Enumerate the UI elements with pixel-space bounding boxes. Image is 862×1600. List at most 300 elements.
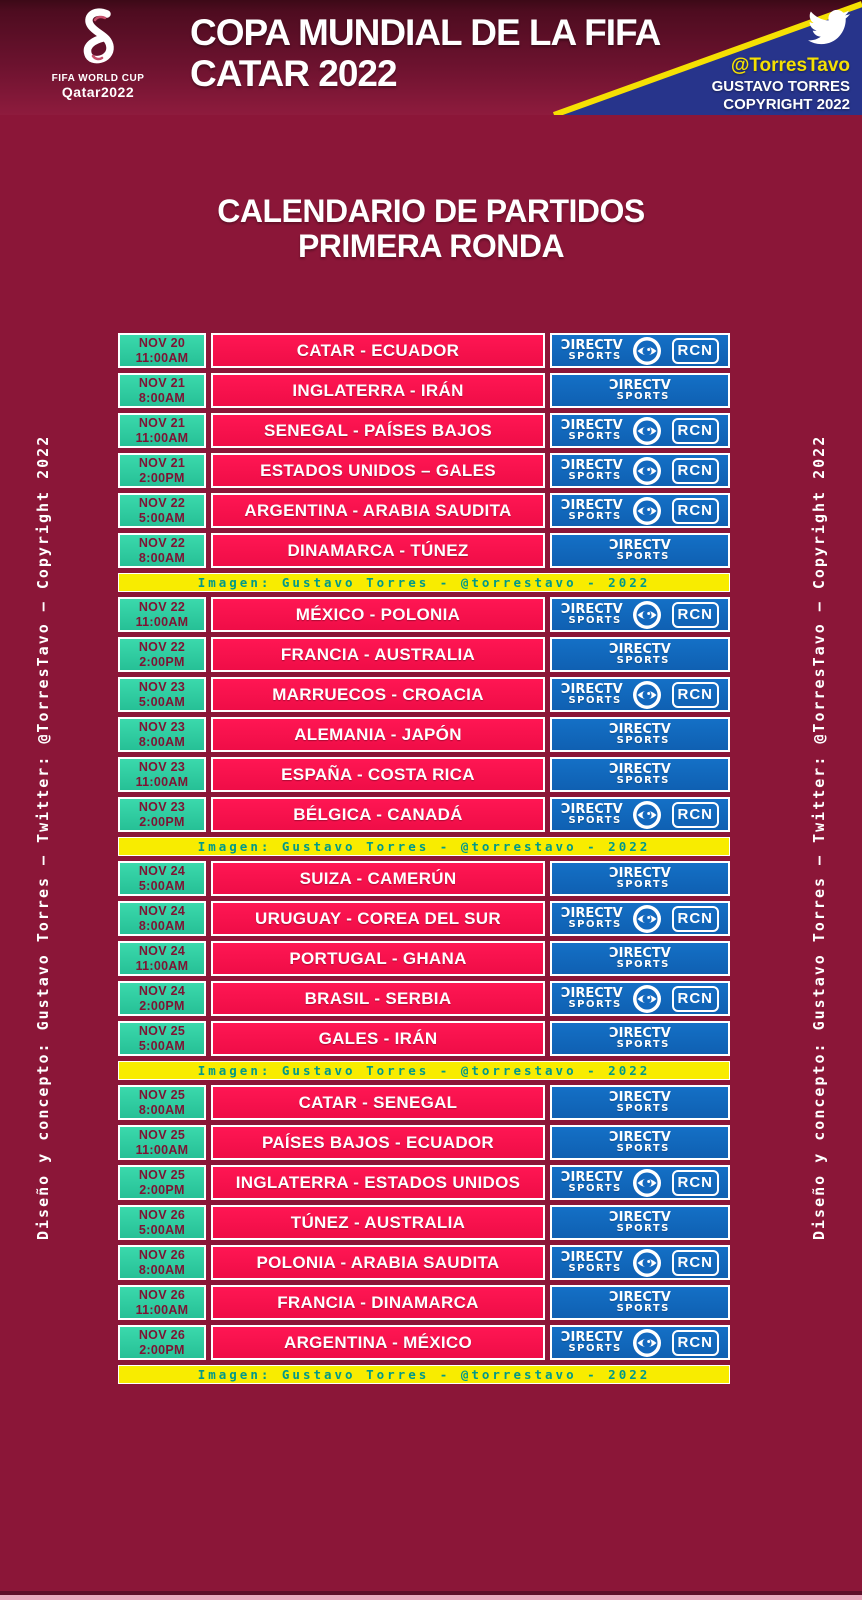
channels-cell [550, 637, 730, 672]
rcn-logo-text: RCN [677, 686, 713, 703]
match-row [118, 413, 730, 448]
match-cell [211, 413, 545, 448]
directv-sports-logo [609, 1211, 671, 1234]
caracol-tv-logo-icon [632, 800, 662, 830]
channels-cell [550, 333, 730, 368]
date-cell [118, 373, 206, 408]
match-row [118, 941, 730, 976]
match-teams: BRASIL - SERBIA [304, 988, 452, 1008]
directv-logo-text: ƆIRECTV [561, 802, 623, 817]
caracol-tv-logo-icon [632, 1248, 662, 1278]
date-cell [118, 757, 206, 792]
watermark-text: Imagen: Gustavo Torres - @torrestavo - 2022 [197, 1063, 651, 1078]
corner-credits [712, 6, 850, 114]
directv-sports-logo [561, 499, 623, 522]
directv-sports-logo [609, 1027, 671, 1050]
match-time: 11:00AM [135, 1302, 189, 1317]
author-name: GUSTAVO TORRES [711, 77, 850, 95]
fifa-logo-text-bottom: Qatar2022 [61, 84, 135, 100]
match-teams: BÉLGICA - CANADÁ [293, 804, 463, 824]
channels-cell [550, 597, 730, 632]
match-row [118, 373, 730, 408]
match-row [118, 1205, 730, 1240]
rcn-logo [672, 338, 720, 364]
header-title-line1: COPA MUNDIAL DE LA FIFA [190, 12, 661, 53]
rcn-logo [672, 1170, 720, 1196]
channels-cell [550, 757, 730, 792]
directv-sports-logo [609, 867, 671, 890]
directv-logo-text: ƆIRECTV [609, 762, 671, 777]
channels-cell [550, 861, 730, 896]
match-teams: FRANCIA - DINAMARCA [277, 1292, 479, 1312]
match-date: NOV 24 [138, 864, 186, 879]
rcn-logo-text: RCN [677, 1254, 713, 1271]
match-cell [211, 1245, 545, 1280]
match-row [118, 1085, 730, 1120]
caracol-tv-logo-icon [632, 496, 662, 526]
match-teams: ARGENTINA - ARABIA SAUDITA [244, 500, 512, 520]
match-date: NOV 22 [138, 640, 186, 655]
channels-cell [550, 373, 730, 408]
rcn-logo-text: RCN [677, 462, 713, 479]
date-cell [118, 1165, 206, 1200]
directv-sports-text: SPORTS [616, 775, 670, 786]
directv-sports-text: SPORTS [616, 1303, 670, 1314]
match-cell [211, 637, 545, 672]
match-cell [211, 373, 545, 408]
match-cell [211, 797, 545, 832]
date-cell [118, 1245, 206, 1280]
match-time: 8:00AM [138, 390, 186, 405]
date-cell [118, 1205, 206, 1240]
match-row [118, 1165, 730, 1200]
directv-logo-text: ƆIRECTV [609, 866, 671, 881]
rcn-logo [672, 498, 720, 524]
directv-sports-text: SPORTS [568, 919, 622, 930]
directv-logo-text: ƆIRECTV [609, 1130, 671, 1145]
channels-cell [550, 901, 730, 936]
match-row [118, 533, 730, 568]
directv-logo-text: ƆIRECTV [561, 418, 623, 433]
date-cell [118, 941, 206, 976]
schedule-table [118, 333, 730, 1389]
date-cell [118, 597, 206, 632]
match-date: NOV 25 [138, 1168, 186, 1183]
match-teams: ARGENTINA - MÉXICO [284, 1332, 472, 1352]
match-row [118, 597, 730, 632]
directv-sports-logo [561, 987, 623, 1010]
match-time: 2:00PM [139, 470, 185, 485]
qatar-2022-emblem-icon [61, 8, 135, 72]
match-row [118, 1325, 730, 1360]
footer-pink-strip [0, 1595, 862, 1600]
match-cell [211, 677, 545, 712]
directv-sports-text: SPORTS [568, 1183, 622, 1194]
directv-sports-text: SPORTS [568, 511, 622, 522]
fifa-world-cup-logo [38, 8, 158, 100]
directv-sports-text: SPORTS [616, 959, 670, 970]
match-time: 8:00AM [138, 550, 186, 565]
match-time: 11:00AM [135, 430, 189, 445]
match-teams: ESPAÑA - COSTA RICA [281, 764, 475, 784]
match-teams: PORTUGAL - GHANA [289, 948, 467, 968]
match-row [118, 1125, 730, 1160]
caracol-tv-logo-icon [632, 904, 662, 934]
match-date: NOV 25 [138, 1088, 186, 1103]
match-date: NOV 23 [138, 680, 186, 695]
match-cell [211, 1165, 545, 1200]
match-row [118, 333, 730, 368]
match-time: 11:00AM [135, 774, 189, 789]
match-time: 5:00AM [138, 694, 186, 709]
watermark-bar [118, 573, 730, 592]
match-cell [211, 1125, 545, 1160]
date-cell [118, 493, 206, 528]
directv-sports-text: SPORTS [568, 999, 622, 1010]
date-cell [118, 981, 206, 1016]
date-cell [118, 1021, 206, 1056]
match-teams: CATAR - ECUADOR [296, 340, 460, 360]
directv-sports-text: SPORTS [568, 815, 622, 826]
match-date: NOV 22 [138, 536, 186, 551]
match-time: 5:00AM [138, 510, 186, 525]
directv-logo-text: ƆIRECTV [561, 602, 623, 617]
match-row [118, 1285, 730, 1320]
match-date: NOV 23 [138, 800, 186, 815]
rcn-logo-text: RCN [677, 502, 713, 519]
match-teams: MARRUECOS - CROACIA [272, 684, 484, 704]
directv-sports-logo [561, 683, 623, 706]
directv-sports-text: SPORTS [568, 431, 622, 442]
match-row [118, 757, 730, 792]
directv-logo-text: ƆIRECTV [609, 1290, 671, 1305]
match-date: NOV 25 [138, 1024, 186, 1039]
channels-cell [550, 1205, 730, 1240]
match-cell [211, 597, 545, 632]
date-cell [118, 333, 206, 368]
match-cell [211, 1325, 545, 1360]
match-time: 2:00PM [139, 1342, 185, 1357]
match-teams: SENEGAL - PAÍSES BAJOS [264, 420, 492, 440]
channels-cell [550, 1125, 730, 1160]
directv-sports-text: SPORTS [616, 655, 670, 666]
match-row [118, 677, 730, 712]
channels-cell [550, 413, 730, 448]
match-time: 11:00AM [135, 350, 189, 365]
match-time: 11:00AM [135, 958, 189, 973]
rcn-logo [672, 1250, 720, 1276]
directv-sports-text: SPORTS [568, 695, 622, 706]
match-time: 5:00AM [138, 878, 186, 893]
match-cell [211, 493, 545, 528]
page-title-line1: CALENDARIO DE PARTIDOS [217, 193, 645, 229]
directv-sports-text: SPORTS [616, 879, 670, 890]
directv-logo-text: ƆIRECTV [609, 538, 671, 553]
directv-sports-text: SPORTS [616, 1039, 670, 1050]
watermark-text: Imagen: Gustavo Torres - @torrestavo - 2022 [197, 839, 651, 854]
match-cell [211, 1021, 545, 1056]
directv-logo-text: ƆIRECTV [561, 1330, 623, 1345]
rcn-logo [672, 458, 720, 484]
match-cell [211, 901, 545, 936]
directv-logo-text: ƆIRECTV [561, 986, 623, 1001]
match-time: 8:00AM [138, 1262, 186, 1277]
match-date: NOV 25 [138, 1128, 186, 1143]
fifa-logo-text-top: FIFA WORLD CUP [51, 73, 145, 84]
directv-sports-text: SPORTS [568, 1263, 622, 1274]
match-teams: URUGUAY - COREA DEL SUR [255, 908, 501, 928]
match-date: NOV 21 [138, 416, 186, 431]
directv-logo-text: ƆIRECTV [609, 1026, 671, 1041]
match-time: 8:00AM [138, 1102, 186, 1117]
channels-cell [550, 717, 730, 752]
side-credit-left: Diseño y concepto: Gustavo Torres – Twitter: @TorresTavo – Copyright 2022 [34, 434, 52, 1241]
channels-cell [550, 1085, 730, 1120]
rcn-logo-text: RCN [677, 1334, 713, 1351]
directv-sports-text: SPORTS [616, 551, 670, 562]
match-cell [211, 717, 545, 752]
date-cell [118, 533, 206, 568]
rcn-logo-text: RCN [677, 342, 713, 359]
rcn-logo-text: RCN [677, 1174, 713, 1191]
rcn-logo [672, 418, 720, 444]
directv-sports-logo [561, 459, 623, 482]
match-cell [211, 861, 545, 896]
twitter-handle: @TorresTavo [730, 55, 850, 77]
channels-cell [550, 797, 730, 832]
date-cell [118, 717, 206, 752]
match-cell [211, 1205, 545, 1240]
match-teams: INGLATERRA - IRÁN [292, 380, 464, 400]
match-date: NOV 21 [138, 376, 186, 391]
match-date: NOV 24 [138, 904, 186, 919]
watermark-bar [118, 1365, 730, 1384]
match-time: 2:00PM [139, 1182, 185, 1197]
directv-sports-logo [561, 1251, 623, 1274]
directv-sports-text: SPORTS [616, 391, 670, 402]
rcn-logo-text: RCN [677, 422, 713, 439]
rcn-logo [672, 682, 720, 708]
rcn-logo-text: RCN [677, 910, 713, 927]
match-row [118, 981, 730, 1016]
match-time: 5:00AM [138, 1222, 186, 1237]
directv-logo-text: ƆIRECTV [609, 946, 671, 961]
match-date: NOV 26 [138, 1328, 186, 1343]
match-time: 2:00PM [139, 654, 185, 669]
rcn-logo [672, 802, 720, 828]
match-time: 8:00AM [138, 918, 186, 933]
twitter-icon [808, 6, 850, 48]
match-date: NOV 22 [138, 496, 186, 511]
caracol-tv-logo-icon [632, 600, 662, 630]
channels-cell [550, 981, 730, 1016]
date-cell [118, 1085, 206, 1120]
match-cell [211, 333, 545, 368]
match-time: 11:00AM [135, 614, 189, 629]
caracol-tv-logo-icon [632, 1168, 662, 1198]
rcn-logo [672, 986, 720, 1012]
directv-logo-text: ƆIRECTV [609, 1090, 671, 1105]
match-row [118, 493, 730, 528]
match-time: 2:00PM [139, 814, 185, 829]
directv-sports-text: SPORTS [568, 615, 622, 626]
directv-logo-text: ƆIRECTV [561, 1250, 623, 1265]
header-banner [0, 0, 862, 115]
match-row [118, 861, 730, 896]
match-cell [211, 757, 545, 792]
match-teams: MÉXICO - POLONIA [295, 604, 461, 624]
caracol-tv-logo-icon [632, 984, 662, 1014]
match-teams: GALES - IRÁN [318, 1028, 438, 1048]
channels-cell [550, 533, 730, 568]
match-time: 2:00PM [139, 998, 185, 1013]
match-date: NOV 23 [138, 760, 186, 775]
match-date: NOV 23 [138, 720, 186, 735]
match-time: 11:00AM [135, 1142, 189, 1157]
directv-sports-text: SPORTS [568, 351, 622, 362]
channels-cell [550, 1285, 730, 1320]
match-date: NOV 26 [138, 1248, 186, 1263]
channels-cell [550, 677, 730, 712]
date-cell [118, 797, 206, 832]
directv-sports-text: SPORTS [616, 1143, 670, 1154]
match-teams: POLONIA - ARABIA SAUDITA [256, 1252, 500, 1272]
page-title-line2: PRIMERA RONDA [297, 227, 565, 264]
directv-logo-text: ƆIRECTV [609, 722, 671, 737]
directv-sports-logo [561, 339, 623, 362]
rcn-logo-text: RCN [677, 606, 713, 623]
match-date: NOV 26 [138, 1288, 186, 1303]
match-row [118, 901, 730, 936]
directv-sports-logo [609, 379, 671, 402]
match-cell [211, 453, 545, 488]
directv-sports-logo [561, 1331, 623, 1354]
directv-logo-text: ƆIRECTV [561, 498, 623, 513]
directv-logo-text: ƆIRECTV [561, 338, 623, 353]
directv-sports-logo [609, 763, 671, 786]
date-cell [118, 901, 206, 936]
match-teams: SUIZA - CAMERÚN [299, 868, 457, 888]
directv-logo-text: ƆIRECTV [609, 1210, 671, 1225]
match-cell [211, 941, 545, 976]
match-row [118, 1245, 730, 1280]
caracol-tv-logo-icon [632, 680, 662, 710]
directv-sports-logo [561, 603, 623, 626]
match-row [118, 717, 730, 752]
caracol-tv-logo-icon [632, 336, 662, 366]
channels-cell [550, 1021, 730, 1056]
directv-sports-logo [561, 1171, 623, 1194]
channels-cell [550, 1245, 730, 1280]
date-cell [118, 453, 206, 488]
channels-cell [550, 941, 730, 976]
match-cell [211, 533, 545, 568]
match-date: NOV 20 [138, 336, 186, 351]
match-row [118, 453, 730, 488]
match-teams: DINAMARCA - TÚNEZ [287, 540, 469, 560]
date-cell [118, 861, 206, 896]
directv-sports-text: SPORTS [616, 735, 670, 746]
watermark-bar [118, 837, 730, 856]
directv-sports-text: SPORTS [616, 1103, 670, 1114]
directv-sports-text: SPORTS [568, 471, 622, 482]
directv-logo-text: ƆIRECTV [561, 458, 623, 473]
match-row [118, 797, 730, 832]
channels-cell [550, 493, 730, 528]
side-credit-right: Diseño y concepto: Gustavo Torres – Twitter: @TorresTavo – Copyright 2022 [810, 434, 828, 1241]
directv-sports-logo [609, 643, 671, 666]
match-row [118, 1021, 730, 1056]
caracol-tv-logo-icon [632, 416, 662, 446]
match-teams: CATAR - SENEGAL [298, 1092, 458, 1112]
match-cell [211, 1285, 545, 1320]
copyright-text: COPYRIGHT 2022 [723, 95, 850, 113]
match-date: NOV 22 [138, 600, 186, 615]
directv-sports-text: SPORTS [568, 1343, 622, 1354]
channels-cell [550, 1165, 730, 1200]
rcn-logo-text: RCN [677, 990, 713, 1007]
match-teams: PAÍSES BAJOS - ECUADOR [261, 1132, 495, 1152]
match-time: 8:00AM [138, 734, 186, 749]
directv-sports-text: SPORTS [616, 1223, 670, 1234]
directv-sports-logo [609, 539, 671, 562]
page-title [0, 194, 862, 263]
date-cell [118, 637, 206, 672]
watermark-text: Imagen: Gustavo Torres - @torrestavo - 2022 [197, 1367, 651, 1382]
match-date: NOV 26 [138, 1208, 186, 1223]
match-date: NOV 21 [138, 456, 186, 471]
match-cell [211, 981, 545, 1016]
match-row [118, 637, 730, 672]
directv-logo-text: ƆIRECTV [561, 906, 623, 921]
date-cell [118, 1325, 206, 1360]
directv-logo-text: ƆIRECTV [561, 682, 623, 697]
directv-sports-logo [561, 803, 623, 826]
match-teams: ALEMANIA - JAPÓN [294, 724, 462, 744]
match-time: 5:00AM [138, 1038, 186, 1053]
match-cell [211, 1085, 545, 1120]
directv-sports-logo [561, 907, 623, 930]
rcn-logo [672, 906, 720, 932]
rcn-logo-text: RCN [677, 806, 713, 823]
rcn-logo [672, 1330, 720, 1356]
directv-logo-text: ƆIRECTV [609, 378, 671, 393]
match-date: NOV 24 [138, 984, 186, 999]
date-cell [118, 1285, 206, 1320]
match-teams: FRANCIA - AUSTRALIA [280, 644, 476, 664]
directv-sports-logo [609, 1131, 671, 1154]
watermark-text: Imagen: Gustavo Torres - @torrestavo - 2022 [197, 575, 651, 590]
match-teams: TÚNEZ - AUSTRALIA [290, 1212, 466, 1232]
directv-sports-logo [609, 947, 671, 970]
channels-cell [550, 1325, 730, 1360]
watermark-bar [118, 1061, 730, 1080]
match-date: NOV 24 [138, 944, 186, 959]
directv-sports-logo [561, 419, 623, 442]
directv-logo-text: ƆIRECTV [609, 642, 671, 657]
directv-sports-logo [609, 1091, 671, 1114]
date-cell [118, 413, 206, 448]
caracol-tv-logo-icon [632, 456, 662, 486]
date-cell [118, 1125, 206, 1160]
caracol-tv-logo-icon [632, 1328, 662, 1358]
rcn-logo [672, 602, 720, 628]
header-title-line2: CATAR 2022 [190, 53, 397, 95]
date-cell [118, 677, 206, 712]
directv-sports-logo [609, 1291, 671, 1314]
directv-sports-logo [609, 723, 671, 746]
match-teams: INGLATERRA - ESTADOS UNIDOS [235, 1172, 521, 1192]
